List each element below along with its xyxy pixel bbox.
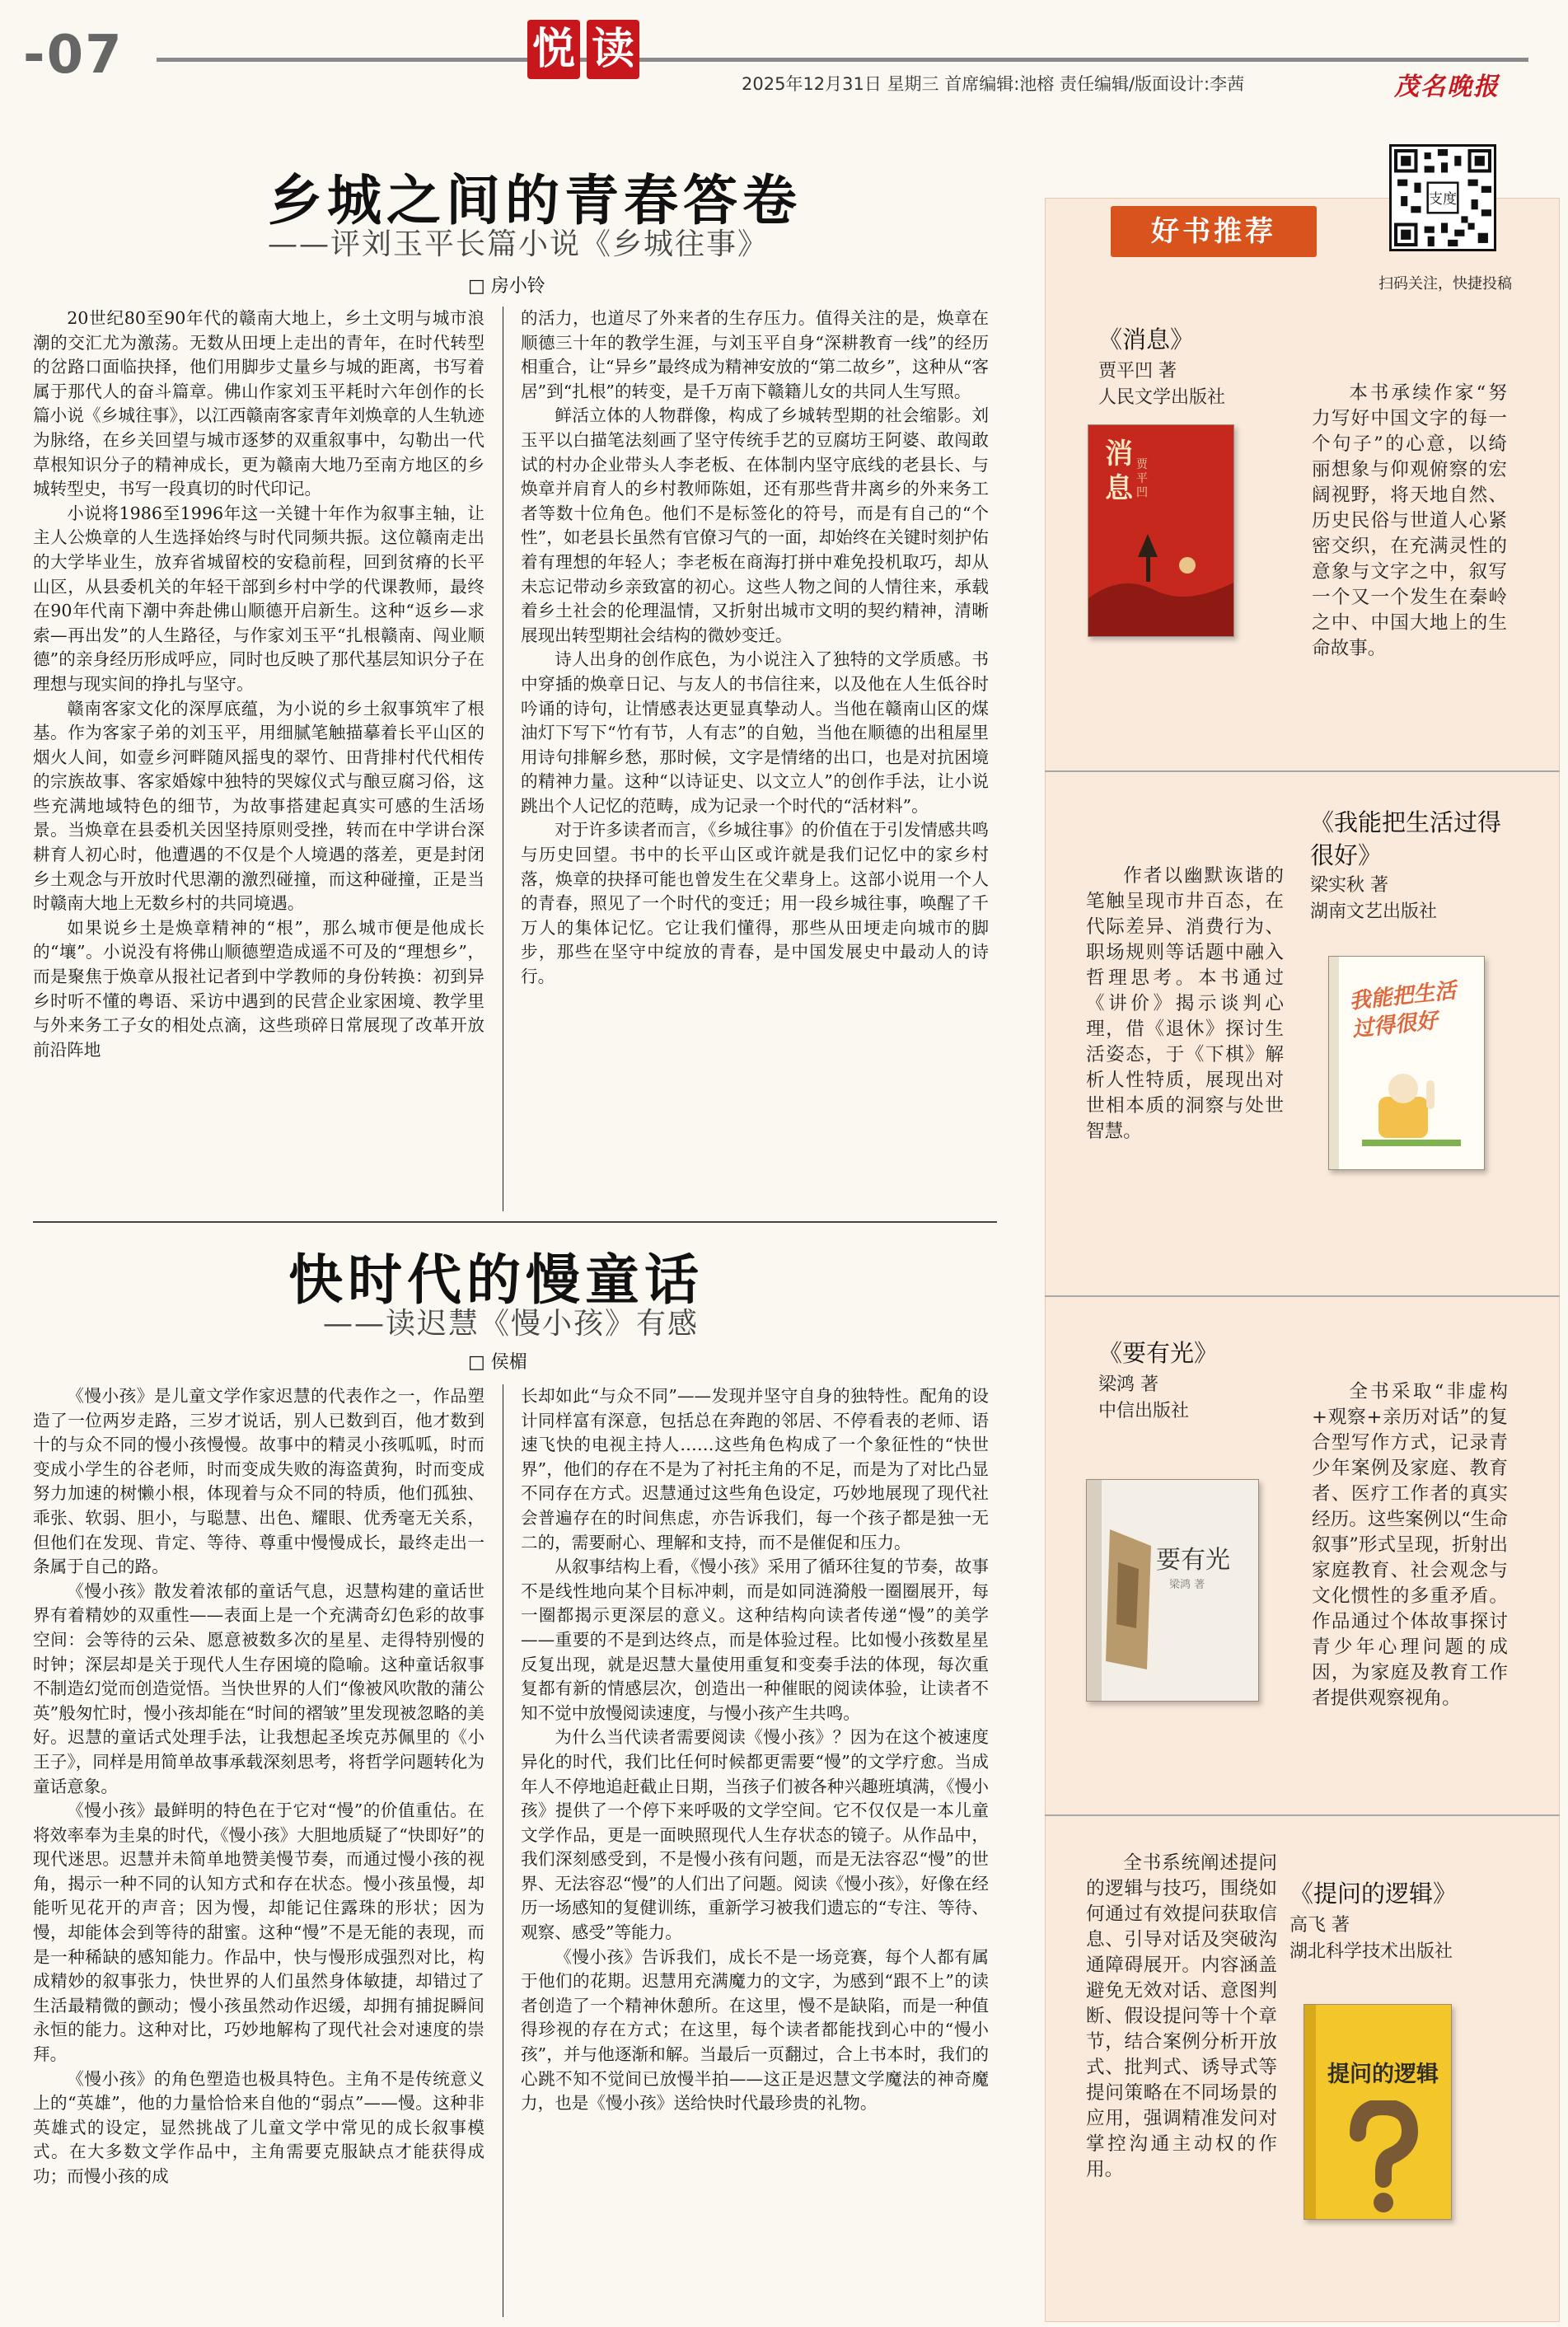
book-author: 梁鸿 著 (1098, 1374, 1158, 1395)
paragraph: 20世纪80至90年代的赣南大地上，乡土文明与城市浪潮的交汇尤为激荡。无数从田埂上走出的青年，在时代转型的岔路口面临抉择，他们用脚步丈量乡与城的距离，书写着属于那代人的奋斗篇章。佛山作家刘玉平耗时六年创作的长篇小说《乡城往事》，以江西赣南客家青年刘焕章的人生轨迹为脉络，在乡关回望与城市逐梦的双重叙事中，勾勒出一代草根知识分子的精神成长，更为赣南大地乃至南方地区的乡城转型史，书写一段真切的时代印记。 (33, 308, 484, 499)
paragraph: 鲜活立体的人物群像，构成了乡城转型期的社会缩影。刘玉平以白描笔法刻画了坚守传统手艺的豆腐坊王阿婆、敢闯敢试的村办企业带头人李老板、在体制内坚守底线的老县长、与焕章并肩育人的乡村教师陈姐，还有那些背井离乡的外来务工者等数十位角色。他们不是标签化的符号，而是有自己的“个性”，如老县长虽然有官僚习气的一面，却始终在关键时刻护佑着有理想的年轻人；李老板在商海打拼中难免投机取巧，却从未忘记带动乡亲致富的初心。这些人物之间的人情往来，承载着乡土社会的伦理温情，又折射出城市文明的契约精神，清晰展现出转型期社会结构的微妙变迁。 (521, 405, 989, 645)
article2-subtitle: ——读迟慧《慢小孩》有感 (323, 1307, 700, 1341)
page-number: -07 (23, 25, 124, 86)
cover-illustration (1362, 1064, 1461, 1154)
paragraph: 长却如此“与众不同”——发现并坚守自身的独特性。配角的设计同样富有深意，包括总在奔跑的邻居、不停看表的老师、语速飞快的电视主持人……这些角色构成了一个象征性的“快世界”，他们的存在不是为了衬托主角的不足，而是为了对比凸显不同存在方式。迟慧通过这些角色设定，巧妙地展现了现代社会普遍存在的时间焦虑，亦告诉我们，每一个孩子都是独一无二的，需要耐心、理解和支持，而不是催促和压力。 (521, 1386, 989, 1552)
section-label-1: 悦 (527, 20, 580, 79)
book-description (1312, 1379, 1508, 1742)
book-description (1312, 381, 1507, 702)
paragraph: 对于许多读者而言，《乡城往事》的价值在于引发情感共鸣与历史回望。书中的长平山区或许就是我们记忆中的家乡村落，焕章的抉择可能也曾发生在父辈身上。这部小说用一个人的青春，照见了一个时代的变迁；用一段乡城往事，唤醒了千万人的集体记忆。它让我们懂得，那些从田埂走向城市的脚步，那些在坚守中绽放的青春，是中国发展史中最动人的诗行。 (521, 820, 989, 987)
newspaper-logo: 茂名晚报 (1394, 73, 1500, 101)
book-publisher: 湖北科学技术出版社 (1290, 1941, 1453, 1962)
paragraph: 全书采取“非虚构+观察+亲历对话”的复合型写作方式，记录青少年案例及家庭、教育者、医疗工作者的真实经历。这些案例以“生命叙事”形式呈现，折射出家庭教育、社会观念与文化惯性的多重矛盾。作品通过个体故事探讨青少年心理问题的成因，为家庭及教育工作者提供观察视角。 (1312, 1381, 1508, 1709)
book-cover (1088, 424, 1234, 637)
section-label-2: 读 (587, 20, 639, 79)
book-publisher: 湖南文艺出版社 (1310, 901, 1438, 922)
paragraph: 《慢小孩》的角色塑造也极具特色。主角不是传统意义上的“英雄”，他的力量恰恰来自他的“弱点”——慢。这种非英雄式的设定，显然挑战了儿童文学中常见的成长叙事模式。在大多数文学作品中，主角需要克服缺点才能获得成功；而慢小孩的成 (33, 2068, 484, 2186)
qr-code-icon (1394, 149, 1491, 246)
paragraph: 《慢小孩》是儿童文学作家迟慧的代表作之一，作品塑造了一位两岁走路，三岁才说话，别人已数到百，他才数到十的与众不同的慢小孩慢慢。故事中的精灵小孩呱呱，时而变成小学生的谷老师，时而变成失败的海盗黄狗，时而变成努力加速的树懒小根，体现着与众不同的特质，他们孤独、乖张、软弱、胆小，与聪慧、出色、耀眼、优秀毫无关系，但他们在发现、肯定、等待、尊重中慢慢成长，最终走出一条属于自己的路。 (33, 1386, 484, 1577)
article1-column-1 (33, 307, 484, 1211)
cover-title: 我能把生活过得很好 (1348, 978, 1458, 1042)
book-title: 《我能把生活过得很好》 (1310, 808, 1502, 869)
book-description (1086, 1851, 1277, 2304)
book-divider (1045, 1295, 1560, 1297)
paragraph: 小说将1986至1996年这一关键十年作为叙事主轴，让主人公焕章的人生选择始终与时代同频共振。这位赣南走出的大学毕业生，放弃省城留校的安稳前程，回到贫瘠的长平山区，从县委机关的年轻干部到乡村中学的代课教师，最终在90年代南下潮中奔赴佛山顺德开启新生。这种“返乡—求索—再出发”的人生路径，与作家刘玉平“扎根赣南、闯业顺德”的亲身经历形成呼应，同时也反映了那代基层知识分子在理想与现实间的挣扎与坚守。 (33, 503, 484, 694)
paragraph: 全书系统阐述提问的逻辑与技巧，围绕如何通过有效提问获取信息、引导对话及突破沟通障碍展开。内容涵盖避免无效对话、意图判断、假设提问等十个章节，结合案例分析开放式、批判式、诱导式等提问策略在不同场景的应用，强调精准发问对掌控沟通主动权的作用。 (1086, 1852, 1277, 2180)
paragraph: 的活力，也道尽了外来者的生存压力。值得关注的是，焕章在顺德三十年的教学生涯，与刘玉平自身“深耕教育一线”的经历相重合，让“异乡”最终成为精神安放的“第二故乡”，这种从“客居”到“扎根”的转变，是千万南下赣籍儿女的共同人生写照。 (521, 308, 989, 401)
article2-title: 快时代的慢童话 (288, 1248, 704, 1312)
cover-illustration (1102, 1529, 1159, 1669)
book-author: 贾平凹 著 (1098, 361, 1177, 382)
article1-column-2 (521, 307, 989, 1211)
article1-title: 乡城之间的青春答卷 (268, 168, 802, 232)
paragraph: 从叙事结构上看，《慢小孩》采用了循环往复的节奏，故事不是线性地向某个目标冲刺，而是如同涟漪般一圈圈展开，每一圈都揭示更深层的意义。这种结构向读者传递“慢”的美学——重要的不是到达终点，而是体验过程。比如慢小孩数星星反复出现，就是迟慧大量使用重复和变奏手法的体现，每次重复都有新的情感层次，创造出一种催眠的阅读体验，让读者不知不觉中放慢阅读速度，与慢小孩产生共鸣。 (521, 1557, 989, 1723)
book-publisher: 中信出版社 (1098, 1401, 1190, 1421)
book-cover (1328, 956, 1485, 1170)
paragraph: 《慢小孩》最鲜明的特色在于它对“慢”的价值重估。在将效率奉为圭臬的时代，《慢小孩》大胆地质疑了“快即好”的现代迷思。迟慧并未简单地赞美慢节奏，而通过慢小孩的视角，揭示一种不同的认知方式和存在状态。慢小孩虽慢，却能听见花开的声音；因为慢，却能记住露珠的形状；因为慢，却能体会到等待的甜蜜。这种“慢”不是无能的表现，而是一种稀缺的感知能力。作品中，快与慢形成强烈对比，构成精妙的叙事张力，快世界的人们虽然身体敏捷，却错过了生活最精微的颤动；慢小孩虽然动作迟缓，却拥有捕捉瞬间永恒的能力。这种对比，巧妙地解构了现代社会对速度的崇拜。 (33, 1800, 484, 2065)
cover-title: 提问的逻辑 (1327, 2062, 1439, 2087)
book-divider (1045, 770, 1560, 772)
paragraph: 诗人出身的创作底色，为小说注入了独特的文学质感。书中穿插的焕章日记、与友人的书信往来，以及他在人生低谷时吟诵的诗句，让情感表达更显真挚动人。当他在赣南山区的煤油灯下写下“竹有节，人有志”的自勉，当他在顺德的出租屋里用诗句排解乡愁，那时候，文字是情绪的出口，也是对抗困境的精神力量。这种“以诗证史、以文立人”的创作手法，让小说跳出个人记忆的范畴，成为记录一个时代的“活材料”。 (521, 649, 989, 816)
book-divider (1045, 1814, 1560, 1816)
paragraph: 《慢小孩》告诉我们，成长不是一场竞赛，每个人都有属于他们的花期。迟慧用充满魔力的文字，为感到“跟不上”的读者创造了一个精神休憩所。在这里，慢不是缺陷，而是一种值得珍视的存在方式；在这里，每个读者都能找到心中的“慢小孩”，并与他逐渐和解。当最后一页翻过，合上书本时，我们的心跳不知不觉间已放慢半拍——这正是迟慧文学魔法的神奇魔力，也是《慢小孩》送给快时代最珍贵的礼物。 (521, 1946, 989, 2114)
book-title: 《要有光》 (1098, 1339, 1219, 1367)
cover-title: 消息 (1105, 438, 1133, 505)
paragraph: 《慢小孩》散发着浓郁的童话气息，迟慧构建的童话世界有着精妙的双重性——表面上是一个充满奇幻色彩的故事空间：会等待的云朵、愿意被数多次的星星、走得特别慢的时钟；深层却是关于现代人生存困境的隐喻。这种童话叙事不制造幻觉而创造觉悟。当快世界的人们“像被风吹散的蒲公英”般匆忙时，慢小孩却能在“时间的褶皱”里发现被忽略的美好。迟慧的童话式处理手法，让我想起圣埃克苏佩里的《小王子》，同样是用简单故事承载深刻思考，将哲学问题转化为童话意象。 (33, 1580, 484, 1796)
qr-code[interactable] (1389, 144, 1496, 251)
article2-author: □ 侯楣 (468, 1352, 527, 1373)
article1-author: □ 房小铃 (468, 276, 545, 297)
article2-column-1 (33, 1384, 484, 2317)
header-rule (157, 58, 1528, 62)
cover-author: 贾平凹 (1136, 458, 1148, 499)
book-title: 《消息》 (1098, 325, 1195, 353)
cover-title: 要有光 (1156, 1546, 1230, 1575)
qr-center-label: 支度 (1428, 190, 1458, 208)
qr-caption: 扫码关注，快捷投稿 (1378, 275, 1512, 293)
book-publisher: 人民文学出版社 (1098, 387, 1226, 408)
article-divider (33, 1221, 997, 1223)
section-heading-ribbon: 好书推荐 (1111, 206, 1317, 257)
paragraph: 为什么当代读者需要阅读《慢小孩》？因为在这个被速度异化的时代，我们比任何时候都更需要“慢”的文学疗愈。当成年人不停地追赶截止日期，当孩子们被各种兴趣班填满，《慢小孩》提供了一个停下来呼吸的文学空间。它不仅仅是一本儿童文学作品，更是一面映照现代人生存状态的镜子。从作品中，我们深刻感受到，不是慢小孩有问题，而是无法容忍“慢”的世界、无法容忍“慢”的人们出了问题。阅读《慢小孩》，好像在经历一场感知的复健训练，重新学习被我们遗忘的“专注、等待、观察、感受”等能力。 (521, 1727, 989, 1943)
paragraph: 如果说乡土是焕章精神的“根”，那么城市便是他成长的“壤”。小说没有将佛山顺德塑造成遥不可及的“理想乡”，而是聚焦于焕章从报社记者到中学教师的身份转换：初到异乡时听不懂的粤语、采访中遇到的民营企业家困境、教学里与外来务工子女的相处点滴，这些琐碎日常展现了改革开放前沿阵地 (33, 917, 484, 1060)
book-cover (1086, 1479, 1259, 1702)
dateline: 2025年12月31日 星期三 首席编辑:池榕 责任编辑/版面设计:李茜 (742, 74, 1245, 94)
article2-column-2 (521, 1384, 989, 2317)
paragraph: 作者以幽默诙谐的笔触呈现市井百态，在代际差异、消费行为、职场规则等话题中融入哲理思考。本书通过《讲价》揭示谈判心理，借《退休》探讨生活姿态，于《下棋》解析人性特质，展现出对世相本质的洞察与处世智慧。 (1086, 865, 1284, 1142)
book-title: 《提问的逻辑》 (1290, 1880, 1458, 1908)
paragraph: 本书承续作家“努力写好中国文字的每一个句子”的心意，以绮丽想象与仰观俯察的宏阔视野，将天地自然、历史民俗与世道人心紧密交织，在充满灵性的意象与文字之中，叙写一个又一个发生在秦岭之中、中国大地上的生命故事。 (1312, 382, 1507, 659)
book-description (1086, 864, 1284, 1220)
book-author: 高飞 著 (1290, 1915, 1350, 1936)
question-mark-icon (1337, 2100, 1428, 2216)
book-author: 梁实秋 著 (1310, 875, 1388, 896)
cover-illustration (1088, 524, 1234, 637)
paragraph: 赣南客家文化的深厚底蕴，为小说的乡土叙事筑牢了根基。作为客家子弟的刘玉平，用细腻笔触描摹着长平山区的烟火人间，如壹乡河畔随风摇曳的翠竹、田背排村代代相传的宗族故事、客家婚嫁中独特的哭嫁仪式与酿豆腐习俗，这些充满地域特色的细节，为故事搭建起真实可感的生活场景。当焕章在县委机关因坚持原则受挫，转而在中学讲台深耕育人初心时，他遭遇的不仅是个人境遇的落差，更是封闭乡土观念与开放时代思潮的激烈碰撞，而这种碰撞，正是当时赣南大地上无数乡村的共同境遇。 (33, 698, 484, 914)
book-cover (1304, 2004, 1452, 2220)
article1-subtitle: ——评刘玉平长篇小说《乡城往事》 (268, 227, 770, 261)
cover-author: 梁鸿 著 (1169, 1579, 1205, 1591)
